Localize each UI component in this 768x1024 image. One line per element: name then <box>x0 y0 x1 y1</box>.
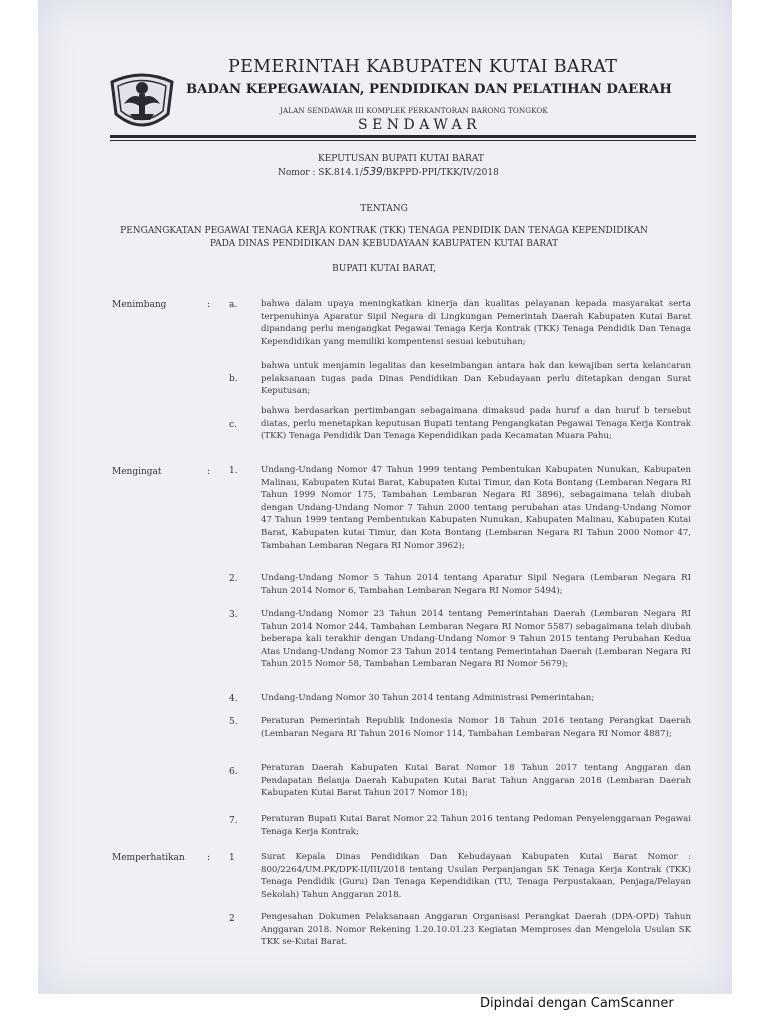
decree-number-suffix: /BKPPD-PPI/TKK/IV/2018 <box>382 168 499 178</box>
list-item-marker: 4. <box>229 694 238 704</box>
list-item: Undang-Undang Nomor 23 Tahun 2014 tentang Pemerintahan Daerah (Lembaran Negara RI Tahun 2014 Nomor 244, Tambahan Lembaran Negara RI Nomor 5587) sebagaimana telah diubah beberapa kali terakhir dengan Undang-Undang Nomor 9 Tahun 2015 tentang Perubahan Kedua Atas Undang-Undang Nomor 23 Tahun 2014 tentang Pemerintahan Daerah (Lembaran Negara RI Tahun 2015 Nomor 58, Tambahan Lembaran Negara RI Nomor 5679); <box>261 609 691 670</box>
list-item-marker: 1. <box>229 466 238 476</box>
mengingat-label: Mengingat <box>112 467 162 477</box>
list-item: bahwa untuk menjamin legalitas dan keseimbangan antara hak dan kewajiban serta kelancaran pelaksanaan tugas pada Dinas Pendidikan Dan Kebudayaan perlu ditetapkan dengan Surat Keputusan; <box>261 361 691 397</box>
list-item: Peraturan Pemerintah Republik Indonesia Nomor 18 Tahun 2016 tentang Perangkat Daerah (Lembaran Negara RI Tahun 2016 Nomor 114, Tambahan Lembaran Negara RI Nomor 4887); <box>261 716 691 739</box>
list-item: Surat Kepala Dinas Pendidikan Dan Kebudayaan Kabupaten Kutai Barat Nomor : 800/2264/UM.PK/DPK-II/III/2018 tentang Usulan Perpanjangan SK Tenaga Kerja Kontrak (TKK) Tenaga Pendidik (Guru) Dan Tenaga Kependidikan (TU, Tenaga Perpustakaan, Penjaga/Pelayan Sekolah) Tahun Anggaran 2018. <box>261 852 691 900</box>
letterhead-city: SENDAWAR <box>358 117 482 133</box>
list-item: bahwa berdasarkan pertimbangan sebagaimana dimaksud pada huruf a dan huruf b tersebut diatas, perlu menetapkan keputusan Bupati tentang Pengangkatan Pegawai Tenaga Kerja Kontrak (TKK) Tenaga Pendidik Dan Tenaga Kependidikan pada Kecamatan Muara Pahu; <box>261 406 691 442</box>
letterhead-divider-thin <box>110 140 696 141</box>
list-item-marker: c. <box>229 420 237 430</box>
decree-subject-line2: PADA DINAS PENDIDIKAN DAN KEBUDAYAAN KABUPATEN KUTAI BARAT <box>209 239 559 249</box>
list-item-marker: 3. <box>229 610 238 620</box>
list-item: Peraturan Daerah Kabupaten Kutai Barat Nomor 18 Tahun 2017 tentang Anggaran dan Pendapatan Belanja Daerah Kabupaten Kutai Barat Tahun Anggaran 2018 (Lembaran Daerah Kabupaten Kutai Barat Tahun 2017 Nomor 18); <box>261 763 691 799</box>
letterhead-government-name: PEMERINTAH KABUPATEN KUTAI BARAT <box>228 57 618 77</box>
memperhatikan-colon: : <box>207 853 211 863</box>
list-item: Undang-Undang Nomor 47 Tahun 1999 tentang Pembentukan Kabupaten Nunukan, Kabupaten Malinau, Kabupaten Kutai Barat, Kabupaten Kutai Timur, dan Kota Bontang (Lembaran Negara RI Tahun 1999 Nomor 175, Tambahan Lembaran Negara RI 3896), sebagaimana telah diubah dengan Undang-Undang Nomor 7 Tahun 2000 tentang perubahan atas Undang-Undang Nomor 47 Tahun 1999 tentang Pembentukan Kabupaten Nunukan, Kabupaten Malinau, Kabupaten Kutai Barat, Kabupaten kutai Timur, dan Kota Bontang (Lembaran Negara RI Tahun 2000 Nomor 47, Tambahan Lembaran Negara RI Nomor 3962); <box>261 465 691 551</box>
letterhead-agency-name: BADAN KEPEGAWAIAN, PENDIDIKAN DAN PELATIHAN DAERAH <box>186 82 672 97</box>
decree-subject-line1: PENGANGKATAN PEGAWAI TENAGA KERJA KONTRAK (TKK) TENAGA PENDIDIK DAN TENAGA KEPENDIDIKAN <box>120 226 648 236</box>
list-item: Undang-Undang Nomor 30 Tahun 2014 tentang Administrasi Pemerintahan; <box>261 693 595 703</box>
menimbang-colon: : <box>207 300 211 310</box>
tentang-heading: TENTANG <box>360 204 408 214</box>
list-item-marker: a. <box>229 300 238 310</box>
regency-coat-of-arms-icon <box>106 64 178 136</box>
letterhead-divider-thick <box>110 135 696 138</box>
mengingat-colon: : <box>207 467 211 477</box>
list-item: bahwa dalam upaya meningkatkan kinerja dan kualitas pelayanan kepada masyarakat serta terpenuhinya Aparatur Sipil Negara di Lingkungan Pemerintah Daerah Kabupaten Kutai Barat dipandang perlu mengangkat Pegawai Tenaga Kerja Kontrak (TKK) Tenaga Pendidik Dan Tenaga Kependidikan yang memiliki kompentensi sesuai kebutuhan; <box>261 299 691 347</box>
list-item-marker: 6. <box>229 767 238 777</box>
memperhatikan-label: Memperhatikan <box>112 853 185 863</box>
decree-title: KEPUTUSAN BUPATI KUTAI BARAT <box>318 154 484 164</box>
list-item-marker: 5. <box>229 717 238 727</box>
decree-number-handwritten: 539 <box>362 165 383 178</box>
list-item-marker: 1 <box>229 853 235 863</box>
list-item-marker: 2 <box>229 914 235 924</box>
decree-number <box>278 165 499 178</box>
list-item: Undang-Undang Nomor 5 Tahun 2014 tentang Aparatur Sipil Negara (Lembaran Negara RI Tahun 2014 Nomor 6, Tambahan Lembaran Negara RI Nomor 5494); <box>261 573 691 596</box>
list-item-marker: 7. <box>229 816 238 826</box>
list-item-marker: b. <box>229 374 238 384</box>
menimbang-label: Menimbang <box>112 300 167 310</box>
list-item: Peraturan Bupati Kutai Barat Nomor 22 Tahun 2016 tentang Pedoman Penyelenggaraan Pegawai Tenaga Kerja Kontrak; <box>261 814 691 837</box>
letterhead-address: JALAN SENDAWAR III KOMPLEK PERKANTORAN BARONG TONGKOK <box>280 106 548 115</box>
decree-issuer: BUPATI KUTAI BARAT, <box>332 264 436 274</box>
scanner-watermark: Dipindai dengan CamScanner <box>480 996 674 1011</box>
list-item: Pengesahan Dokumen Pelaksanaan Anggaran Organisasi Perangkat Daerah (DPA-OPD) Tahun Anggaran 2018. Nomor Rekening 1.20.10.01.23 Kegiatan Memproses dan Mengelola Usulan SK TKK se-Kutai Barat. <box>261 912 691 948</box>
decree-number-prefix: Nomor : SK.814.1/ <box>278 168 363 178</box>
list-item-marker: 2. <box>229 574 238 584</box>
